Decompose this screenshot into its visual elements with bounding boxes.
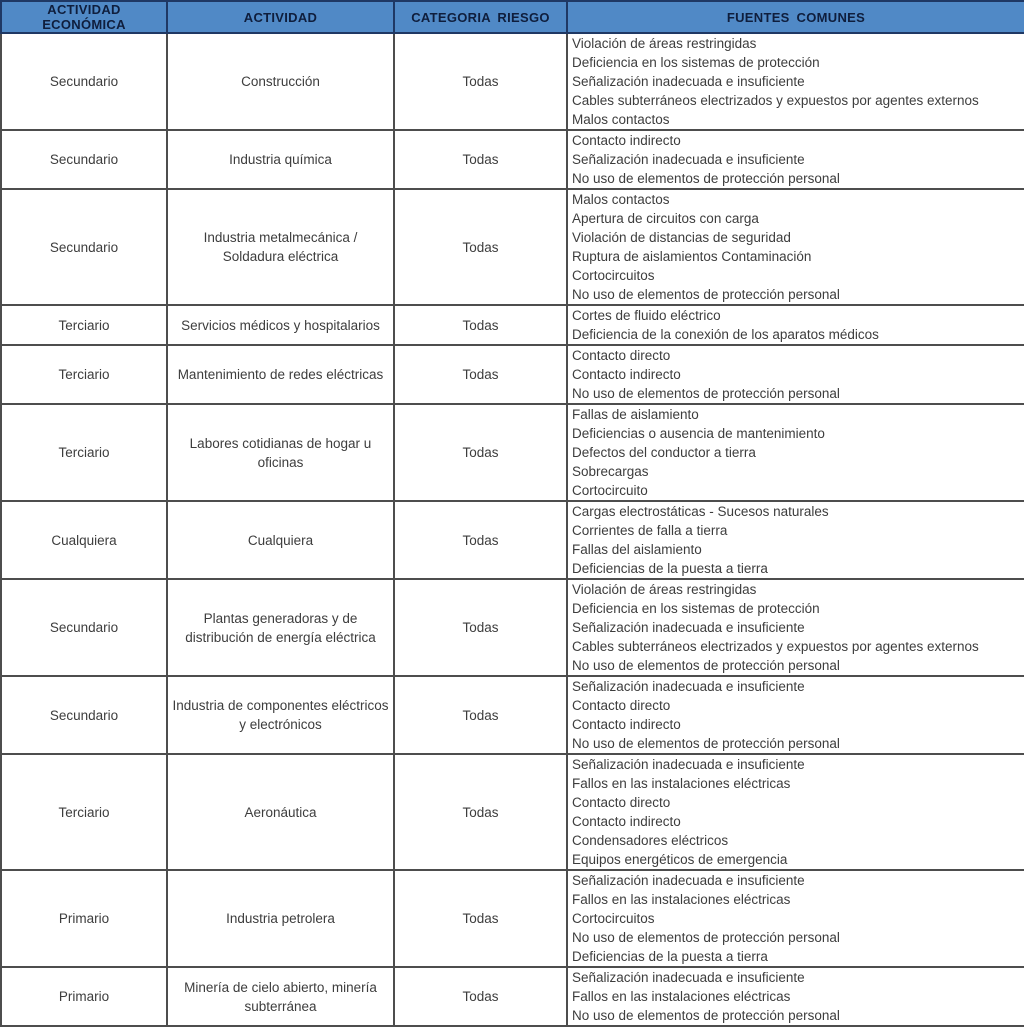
activity-cell: Industria química	[167, 130, 394, 189]
source-line: Cortocircuitos	[572, 268, 655, 283]
source-line: Contacto directo	[572, 795, 671, 810]
source-line: Fallos en las instalaciones eléctricas	[572, 776, 791, 791]
source-line: Equipos energéticos de emergencia	[572, 852, 788, 867]
common-sources-cell	[567, 501, 1024, 579]
common-sources-cell	[567, 305, 1024, 345]
common-sources-cell	[567, 130, 1024, 189]
source-line: Cortes de fluido eléctrico	[572, 308, 721, 323]
activity-cell: Construcción	[167, 33, 394, 130]
source-line: Contacto indirecto	[572, 814, 681, 829]
activity-cell: Plantas generadoras y de distribución de energía eléctrica	[167, 579, 394, 676]
economic-activity-cell: Secundario	[1, 33, 167, 130]
source-line: Fallos en las instalaciones eléctricas	[572, 989, 791, 1004]
table-body	[1, 33, 1024, 1026]
risk-category-cell: Todas	[394, 33, 567, 130]
table-row	[1, 501, 1024, 579]
economic-activity-cell: Secundario	[1, 130, 167, 189]
source-line: No uso de elementos de protección personal	[572, 287, 840, 302]
source-line: Deficiencias de la puesta a tierra	[572, 561, 768, 576]
table-row	[1, 967, 1024, 1026]
source-line: No uso de elementos de protección personal	[572, 171, 840, 186]
table-row	[1, 404, 1024, 501]
source-line: Deficiencia en los sistemas de protección	[572, 55, 820, 70]
common-sources-cell	[567, 404, 1024, 501]
source-line: Corrientes de falla a tierra	[572, 523, 728, 538]
economic-activity-cell: Secundario	[1, 579, 167, 676]
source-line: Deficiencia en los sistemas de protección	[572, 601, 820, 616]
source-line: Violación de distancias de seguridad	[572, 230, 791, 245]
source-line: Contacto indirecto	[572, 367, 681, 382]
source-line: Cables subterráneos electrizados y expuestos por agentes externos	[572, 639, 979, 654]
source-line: Deficiencia de la conexión de los aparatos médicos	[572, 327, 879, 342]
risk-category-cell: Todas	[394, 501, 567, 579]
risk-category-cell: Todas	[394, 345, 567, 404]
activity-cell: Minería de cielo abierto, minería subterránea	[167, 967, 394, 1026]
column-header-actividad: ACTIVIDAD	[167, 1, 394, 33]
source-line: Señalización inadecuada e insuficiente	[572, 970, 805, 985]
economic-activity-cell: Terciario	[1, 404, 167, 501]
source-line: Sobrecargas	[572, 464, 649, 479]
table-header-row	[1, 1, 1024, 33]
risk-category-cell: Todas	[394, 754, 567, 870]
source-line: Contacto directo	[572, 698, 671, 713]
source-line: Deficiencias de la puesta a tierra	[572, 949, 768, 964]
table-row	[1, 870, 1024, 967]
risk-category-cell: Todas	[394, 404, 567, 501]
source-line: Deficiencias o ausencia de mantenimiento	[572, 426, 825, 441]
activity-cell: Industria metalmecánica / Soldadura eléctrica	[167, 189, 394, 305]
column-header-actividad-economica: ACTIVIDAD ECONÓMICA	[1, 1, 167, 33]
activity-cell: Aeronáutica	[167, 754, 394, 870]
economic-activity-cell: Terciario	[1, 754, 167, 870]
activity-cell: Industria de componentes eléctricos y electrónicos	[167, 676, 394, 754]
table-row	[1, 305, 1024, 345]
economic-activity-cell: Terciario	[1, 305, 167, 345]
common-sources-cell	[567, 870, 1024, 967]
common-sources-cell	[567, 189, 1024, 305]
source-line: Violación de áreas restringidas	[572, 36, 757, 51]
source-line: Cortocircuito	[572, 483, 648, 498]
table-row	[1, 130, 1024, 189]
common-sources-cell	[567, 33, 1024, 130]
risk-category-cell: Todas	[394, 676, 567, 754]
table-row	[1, 676, 1024, 754]
source-line: Fallos en las instalaciones eléctricas	[572, 892, 791, 907]
column-header-categoria-riesgo: CATEGORIA RIESGO	[394, 1, 567, 33]
activity-cell: Mantenimiento de redes eléctricas	[167, 345, 394, 404]
table-row	[1, 189, 1024, 305]
source-line: Contacto directo	[572, 348, 671, 363]
common-sources-cell	[567, 345, 1024, 404]
source-line: Cables subterráneos electrizados y expuestos por agentes externos	[572, 93, 979, 108]
economic-activity-cell: Secundario	[1, 676, 167, 754]
risk-category-cell: Todas	[394, 305, 567, 345]
source-line: No uso de elementos de protección personal	[572, 658, 840, 673]
table-row	[1, 579, 1024, 676]
source-line: Violación de áreas restringidas	[572, 582, 757, 597]
activity-cell: Cualquiera	[167, 501, 394, 579]
common-sources-cell	[567, 676, 1024, 754]
source-line: Apertura de circuitos con carga	[572, 211, 759, 226]
source-line: Malos contactos	[572, 112, 670, 127]
source-line: Fallas del aislamiento	[572, 542, 702, 557]
risk-category-cell: Todas	[394, 130, 567, 189]
source-line: Señalización inadecuada e insuficiente	[572, 873, 805, 888]
source-line: Fallas de aislamiento	[572, 407, 699, 422]
table-row	[1, 345, 1024, 404]
activity-cell: Industria petrolera	[167, 870, 394, 967]
source-line: Ruptura de aislamientos Contaminación	[572, 249, 812, 264]
economic-activity-cell: Primario	[1, 967, 167, 1026]
source-line: Cargas electrostáticas - Sucesos naturales	[572, 504, 829, 519]
risk-category-cell: Todas	[394, 870, 567, 967]
source-line: Condensadores eléctricos	[572, 833, 729, 848]
source-line: Señalización inadecuada e insuficiente	[572, 152, 805, 167]
source-line: Señalización inadecuada e insuficiente	[572, 620, 805, 635]
economic-activity-cell: Terciario	[1, 345, 167, 404]
risk-category-cell: Todas	[394, 579, 567, 676]
source-line: Contacto indirecto	[572, 133, 681, 148]
economic-activity-cell: Primario	[1, 870, 167, 967]
table-row	[1, 754, 1024, 870]
source-line: Contacto indirecto	[572, 717, 681, 732]
source-line: Malos contactos	[572, 192, 670, 207]
source-line: Señalización inadecuada e insuficiente	[572, 679, 805, 694]
economic-activity-cell: Secundario	[1, 189, 167, 305]
source-line: Cortocircuitos	[572, 911, 655, 926]
table-row	[1, 33, 1024, 130]
activity-cell: Servicios médicos y hospitalarios	[167, 305, 394, 345]
common-sources-cell	[567, 967, 1024, 1026]
source-line: Defectos del conductor a tierra	[572, 445, 756, 460]
source-line: No uso de elementos de protección personal	[572, 386, 840, 401]
risk-category-cell: Todas	[394, 189, 567, 305]
activity-cell: Labores cotidianas de hogar u oficinas	[167, 404, 394, 501]
common-sources-cell	[567, 579, 1024, 676]
source-line: Señalización inadecuada e insuficiente	[572, 757, 805, 772]
source-line: No uso de elementos de protección personal	[572, 930, 840, 945]
source-line: Señalización inadecuada e insuficiente	[572, 74, 805, 89]
risk-category-cell: Todas	[394, 967, 567, 1026]
source-line: No uso de elementos de protección personal	[572, 1008, 840, 1023]
common-sources-cell	[567, 754, 1024, 870]
column-header-fuentes-comunes: FUENTES COMUNES	[567, 1, 1024, 33]
source-line: No uso de elementos de protección personal	[572, 736, 840, 751]
economic-activity-cell: Cualquiera	[1, 501, 167, 579]
